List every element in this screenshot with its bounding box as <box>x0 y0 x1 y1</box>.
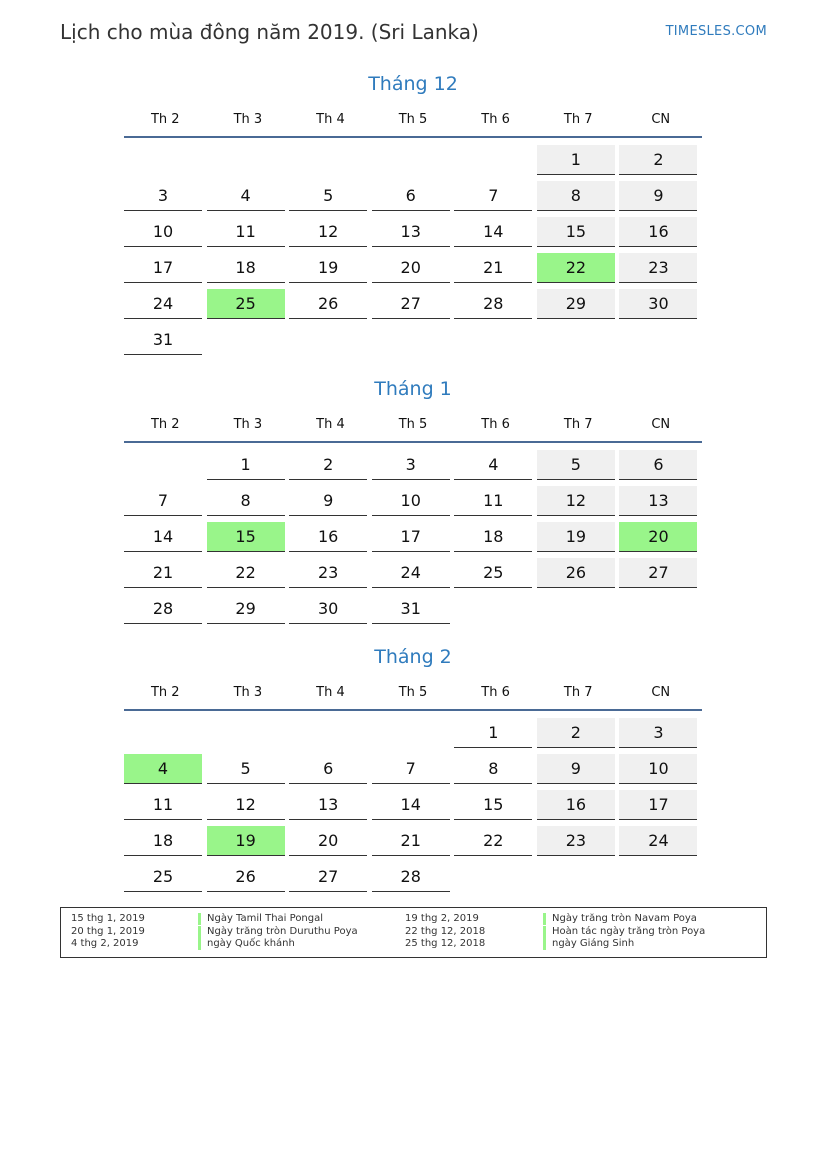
week-row <box>124 860 702 896</box>
day-cell: 10 <box>619 754 697 784</box>
day-cell: 22 <box>207 558 285 588</box>
day-cell: 6 <box>372 181 450 211</box>
week-row <box>124 143 702 179</box>
day-cell: 21 <box>372 826 450 856</box>
day-cell: 2 <box>289 450 367 480</box>
day-cell: 4 <box>207 181 285 211</box>
day-cell: 9 <box>619 181 697 211</box>
day-cell: 24 <box>372 558 450 588</box>
day-cell: 8 <box>454 754 532 784</box>
legend-date: 15 thg 1, 2019 <box>71 913 145 924</box>
day-cell: 17 <box>619 790 697 820</box>
day-cell: 9 <box>537 754 615 784</box>
week-row <box>124 716 702 752</box>
weekday-header <box>124 407 702 443</box>
weekday-label: CN <box>651 416 671 432</box>
day-cell: 23 <box>619 253 697 283</box>
weekday-header <box>124 675 702 711</box>
weekday-label: Th 4 <box>316 684 345 700</box>
day-cell: 1 <box>537 145 615 175</box>
week-row <box>124 824 702 860</box>
day-cell: 11 <box>207 217 285 247</box>
holiday-day-cell: 25 <box>207 289 285 319</box>
week-row <box>124 520 702 556</box>
day-cell: 7 <box>372 754 450 784</box>
day-cell: 6 <box>619 450 697 480</box>
holiday-day-cell: 20 <box>619 522 697 552</box>
day-cell: 25 <box>124 862 202 892</box>
day-cell: 10 <box>124 217 202 247</box>
day-cell: 5 <box>289 181 367 211</box>
legend-date: 22 thg 12, 2018 <box>405 925 486 937</box>
day-cell: 28 <box>454 289 532 319</box>
week-row <box>124 752 702 788</box>
day-cell: 3 <box>124 181 202 211</box>
day-cell: 30 <box>619 289 697 319</box>
day-cell: 24 <box>124 289 202 319</box>
week-row <box>124 215 702 251</box>
day-cell: 13 <box>289 790 367 820</box>
week-row <box>124 251 702 287</box>
day-cell: 5 <box>537 450 615 480</box>
brand-link[interactable]: TIMESLES.COM <box>665 24 767 39</box>
day-cell: 2 <box>537 718 615 748</box>
day-cell: 4 <box>454 450 532 480</box>
day-cell: 12 <box>207 790 285 820</box>
day-cell: 24 <box>619 826 697 856</box>
weekday-label: Th 7 <box>563 684 593 700</box>
weekday-label: Th 6 <box>481 416 510 432</box>
day-cell: 6 <box>289 754 367 784</box>
weekday-label: Th 6 <box>481 111 510 127</box>
legend-holiday-name: ngày Giáng Sinh <box>543 938 634 950</box>
week-row <box>124 179 702 215</box>
legend-date: 19 thg 2, 2019 <box>405 913 479 924</box>
week-row <box>124 556 702 592</box>
legend-holiday-name: Ngày trăng tròn Navam Poya <box>543 913 697 925</box>
day-cell: 12 <box>289 217 367 247</box>
day-cell: 2 <box>619 145 697 175</box>
day-cell: 12 <box>537 486 615 516</box>
day-cell: 21 <box>124 558 202 588</box>
legend-date: 25 thg 12, 2018 <box>405 938 486 949</box>
day-cell: 18 <box>124 826 202 856</box>
weekday-label: Th 3 <box>233 416 263 432</box>
legend-date: 4 thg 2, 2019 <box>71 938 139 949</box>
weekday-label: Th 5 <box>398 111 428 127</box>
month-title: Tháng 12 <box>368 73 458 95</box>
day-cell: 27 <box>619 558 697 588</box>
holiday-day-cell: 15 <box>207 522 285 552</box>
week-row <box>124 448 702 484</box>
page-title: Lịch cho mùa đông năm 2019. (Sri Lanka) <box>60 20 479 44</box>
week-row <box>124 788 702 824</box>
day-cell: 3 <box>372 450 450 480</box>
day-cell: 13 <box>619 486 697 516</box>
week-row <box>124 287 702 323</box>
day-cell: 10 <box>372 486 450 516</box>
day-cell: 16 <box>537 790 615 820</box>
day-cell: 5 <box>207 754 285 784</box>
day-cell: 13 <box>372 217 450 247</box>
legend-holiday-name: Ngày Tamil Thai Pongal <box>198 913 323 925</box>
weekday-label: Th 7 <box>563 111 593 127</box>
day-cell: 14 <box>454 217 532 247</box>
month-title: Tháng 1 <box>374 378 452 400</box>
day-cell: 1 <box>207 450 285 480</box>
day-cell: 7 <box>124 486 202 516</box>
day-cell: 23 <box>537 826 615 856</box>
holiday-day-cell: 22 <box>537 253 615 283</box>
weekday-label: Th 7 <box>563 416 593 432</box>
day-cell: 19 <box>289 253 367 283</box>
day-cell: 17 <box>372 522 450 552</box>
day-cell: 16 <box>289 522 367 552</box>
day-cell: 11 <box>454 486 532 516</box>
weekday-label: Th 4 <box>316 416 345 432</box>
day-cell: 26 <box>207 862 285 892</box>
day-cell: 18 <box>454 522 532 552</box>
holiday-legend <box>60 907 767 958</box>
day-cell: 16 <box>619 217 697 247</box>
holiday-day-cell: 4 <box>124 754 202 784</box>
week-row <box>124 484 702 520</box>
day-cell: 14 <box>124 522 202 552</box>
weekday-label: Th 2 <box>150 416 180 432</box>
day-cell: 25 <box>454 558 532 588</box>
month-title: Tháng 2 <box>374 646 452 668</box>
legend-holiday-name: ngày Quốc khánh <box>198 938 295 950</box>
month-calendar <box>124 375 702 628</box>
weekday-label: Th 3 <box>233 111 263 127</box>
day-cell: 27 <box>289 862 367 892</box>
day-cell: 8 <box>207 486 285 516</box>
weekday-label: Th 5 <box>398 416 428 432</box>
day-cell: 22 <box>454 826 532 856</box>
day-cell: 21 <box>454 253 532 283</box>
legend-holiday-name: Hoàn tác ngày trăng tròn Poya <box>543 926 705 938</box>
day-cell: 26 <box>289 289 367 319</box>
day-cell: 15 <box>454 790 532 820</box>
day-cell: 3 <box>619 718 697 748</box>
day-cell: 28 <box>124 594 202 624</box>
week-row <box>124 323 702 359</box>
day-cell: 15 <box>537 217 615 247</box>
week-row <box>124 592 702 628</box>
weekday-label: Th 4 <box>316 111 345 127</box>
day-cell: 7 <box>454 181 532 211</box>
day-cell: 31 <box>124 325 202 355</box>
weekday-label: Th 5 <box>398 684 428 700</box>
day-cell: 20 <box>372 253 450 283</box>
legend-date: 20 thg 1, 2019 <box>71 925 145 937</box>
month-calendar <box>124 70 702 359</box>
day-cell: 20 <box>289 826 367 856</box>
day-cell: 29 <box>207 594 285 624</box>
day-cell: 31 <box>372 594 450 624</box>
holiday-day-cell: 19 <box>207 826 285 856</box>
day-cell: 18 <box>207 253 285 283</box>
day-cell: 1 <box>454 718 532 748</box>
weekday-label: CN <box>651 111 671 127</box>
weekday-label: Th 2 <box>150 684 180 700</box>
weekday-label: CN <box>651 684 671 700</box>
day-cell: 19 <box>537 522 615 552</box>
legend-holiday-name: Ngày trăng tròn Duruthu Poya <box>198 926 358 938</box>
day-cell: 17 <box>124 253 202 283</box>
day-cell: 29 <box>537 289 615 319</box>
day-cell: 28 <box>372 862 450 892</box>
weekday-header <box>124 102 702 138</box>
day-cell: 8 <box>537 181 615 211</box>
month-calendar <box>124 643 702 896</box>
day-cell: 14 <box>372 790 450 820</box>
day-cell: 27 <box>372 289 450 319</box>
weekday-label: Th 2 <box>150 111 180 127</box>
day-cell: 26 <box>537 558 615 588</box>
day-cell: 23 <box>289 558 367 588</box>
weekday-label: Th 6 <box>481 684 510 700</box>
day-cell: 30 <box>289 594 367 624</box>
weekday-label: Th 3 <box>233 684 263 700</box>
day-cell: 9 <box>289 486 367 516</box>
day-cell: 11 <box>124 790 202 820</box>
